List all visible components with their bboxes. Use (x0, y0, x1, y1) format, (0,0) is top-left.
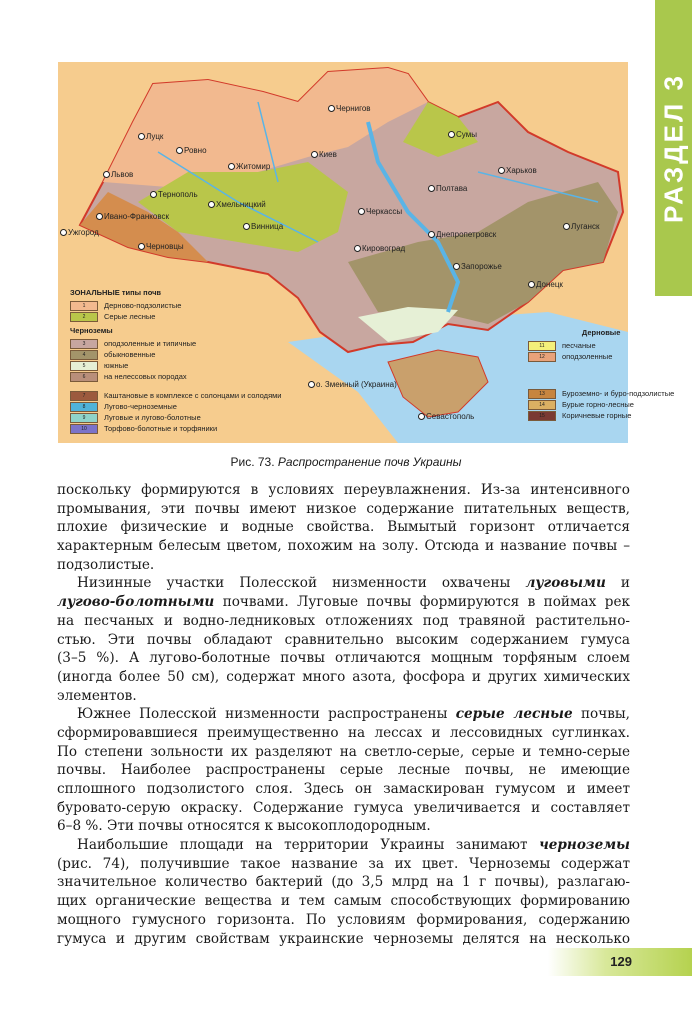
legend-item (70, 360, 281, 371)
city-label: Харьков (498, 166, 537, 176)
legend-swatch: 8 (70, 402, 98, 412)
text-segment: сформировавшиеся преимущественно на лессах и лессовидных суглинках. (57, 724, 630, 741)
legend-item (528, 410, 674, 421)
page-number: 129 (610, 954, 632, 969)
city-label: Житомир (228, 162, 270, 172)
legend-label: на нелессовых породах (104, 372, 187, 381)
section-tab (655, 0, 692, 296)
legend-item (70, 412, 281, 423)
legend-swatch: 5 (70, 361, 98, 371)
legend-azonal (528, 326, 674, 421)
legend-item (70, 338, 281, 349)
text-segment: элементов. (57, 687, 137, 704)
legend-swatch: 6 (70, 372, 98, 382)
city-label: Ужгород (60, 228, 99, 238)
text-line (57, 780, 630, 799)
text-segment: сплошного подзолистого слоя. Здесь он замаскирован гумусом и имеет (57, 781, 630, 797)
text-line (57, 799, 630, 818)
text-line (57, 724, 630, 743)
legend-item (70, 300, 281, 311)
city-label: Донецк (528, 280, 563, 290)
legend-swatch: 9 (70, 413, 98, 423)
legend-label: Бурые горно-лесные (562, 400, 634, 409)
figure-number: Рис. 73. (230, 455, 275, 469)
text-segment: плохие физические и водные свойства. Вымытый горизонт отличается (57, 519, 630, 536)
legend-label: песчаные (562, 341, 596, 350)
term-highlight: лугово-болотными (57, 594, 215, 611)
text-segment: подзолистые. (57, 556, 155, 573)
text-line (57, 836, 630, 855)
text-line (57, 500, 630, 519)
legend-item (70, 390, 281, 401)
legend-swatch: 10 (70, 424, 98, 434)
city-label: Днепропетровск (428, 230, 496, 240)
term-highlight: черноземы (539, 837, 630, 854)
legend-label: оподзоленные (562, 352, 613, 361)
city-label: Черновцы (138, 242, 184, 252)
text-line (57, 873, 630, 892)
legend-swatch: 15 (528, 411, 556, 421)
text-segment: почвами. Луговые почвы формируются в поймах рек (214, 594, 630, 611)
legend-label: Дерново-подзолистые (104, 301, 182, 310)
city-label: Тернополь (150, 190, 198, 200)
text-segment: Южнее Полесской низменности распространены (77, 706, 456, 723)
text-segment: почвы, (572, 706, 630, 723)
legend-label: Лугово-черноземные (104, 402, 177, 411)
text-segment: характерным белесым цветом, похожим на золу. Отсюда и название почвы – (57, 538, 630, 555)
figure-caption (0, 455, 692, 469)
legend-swatch: 1 (70, 301, 98, 311)
legend-swatch: 3 (70, 339, 98, 349)
text-line (57, 687, 630, 706)
legend-item (70, 423, 281, 434)
body-text (57, 481, 630, 948)
legend-zonal (70, 286, 281, 434)
city-label: Луцк (138, 132, 163, 142)
legend-item (528, 340, 674, 351)
text-line (57, 574, 630, 593)
legend-label: Коричневые горные (562, 411, 632, 420)
legend-swatch: 12 (528, 352, 556, 362)
text-line (57, 481, 630, 500)
text-line (57, 761, 630, 780)
page-footer (548, 948, 692, 976)
text-segment: 6–8 %. Эти почвы относятся к высокоплодородным. (57, 818, 431, 835)
legend-swatch: 4 (70, 350, 98, 360)
text-line (57, 612, 630, 631)
text-line (57, 537, 630, 556)
legend-label: обыкновенные (104, 350, 156, 359)
legend-item (70, 311, 281, 322)
legend-item (70, 371, 281, 382)
legend-swatch: 11 (528, 341, 556, 351)
text-segment: стью. Эти почвы обладают сравнительно высоким содержанием гумуса (57, 631, 630, 648)
text-segment: По степени зольности их разделяют на светло-серые, серые и темно-серые (57, 743, 630, 760)
legend-title: ЗОНАЛЬНЫЕ типы почв (70, 288, 162, 297)
text-segment: значительное количество бактерий (до 3,5 млрд на 1 г почвы), разлагаю- (57, 874, 630, 891)
text-segment: (иногда более 50 см), содержат много азота, фосфора и других химических (57, 668, 630, 685)
city-label: о. Змеиный (Украина) (308, 380, 397, 390)
legend-label: южные (104, 361, 129, 370)
legend-label: Серые лесные (104, 312, 156, 321)
city-label: Луганск (563, 222, 599, 232)
city-label: Полтава (428, 184, 467, 194)
city-label: Чернигов (328, 104, 371, 114)
text-line (57, 705, 630, 724)
text-segment: гумуса и другим свойствам украинские черноземы делятся на несколько (57, 930, 630, 947)
text-line (57, 668, 630, 687)
text-segment: на песчаных и водно-ледниковых отложениях под травяной растительно- (57, 612, 630, 629)
text-line (57, 855, 630, 874)
text-line (57, 556, 630, 575)
legend-label: Луговые и лугово-болотные (104, 413, 201, 422)
city-label: Винница (243, 222, 283, 232)
city-label: Ровно (176, 146, 207, 156)
city-label: Хмельницкий (208, 200, 266, 210)
legend-swatch: 7 (70, 391, 98, 401)
city-label: Киев (311, 150, 337, 160)
text-line (57, 649, 630, 668)
legend-item (528, 399, 674, 410)
text-segment: почвы. Наиболее распространены серые лесные почвы, не имеющие (57, 762, 630, 779)
text-line (57, 593, 630, 612)
figure-title: Распространение почв Украины (277, 455, 462, 469)
text-segment: щих органические вещества и тем самым способствующих формированию (57, 893, 630, 910)
text-line (57, 911, 630, 930)
city-label: Черкассы (358, 207, 402, 217)
legend-label: Буроземно- и буро-подзолистые (562, 389, 675, 398)
text-segment: (3–5 %). А лугово-болотные почвы отличаются мощным торфяным слоем (57, 650, 630, 667)
city-label: Запорожье (453, 262, 502, 272)
legend-swatch: 14 (528, 400, 556, 410)
text-segment: мощного гумусного горизонта. По условиям формирования, содержанию (57, 911, 630, 928)
legend-swatch: 13 (528, 389, 556, 399)
legend-label: Торфово-болотные и торфяники (104, 424, 218, 433)
legend-title: Дерновые (581, 328, 621, 337)
section-label: РАЗДЕЛ 3 (658, 73, 688, 223)
legend-swatch: 2 (70, 312, 98, 322)
city-label: Кировоград (354, 244, 405, 254)
city-label: Ивано-Франковск (96, 212, 169, 222)
legend-item (70, 401, 281, 412)
text-line (57, 518, 630, 537)
text-segment: Низинные участки Полесской низменности охвачены (77, 575, 526, 592)
legend-label: Каштановые в комплексе с солонцами и солодями (104, 391, 282, 400)
text-segment: промывания, эти почвы имеют низкое содержание питательных веществ, (57, 500, 630, 517)
text-line (57, 631, 630, 650)
legend-item (528, 351, 674, 362)
text-segment: поскольку формируются в условиях переувлажнения. Из-за интенсивного (57, 482, 630, 498)
legend-item (70, 349, 281, 360)
term-highlight: луговыми (525, 575, 606, 592)
legend-subtitle: Черноземы (70, 326, 113, 335)
text-segment: Наибольшие площади на территории Украины занимают (77, 837, 540, 854)
legend-item (528, 388, 674, 399)
text-line (57, 817, 630, 836)
city-label: Львов (103, 170, 133, 180)
text-segment: буровато-серую окраску. Содержание гумуса увеличивается и составляет (57, 799, 630, 816)
term-highlight: серые лесные (455, 706, 573, 723)
text-line (57, 930, 630, 949)
city-label: Севастополь (418, 412, 474, 422)
legend-label: оподзоленные и типичные (104, 339, 197, 348)
text-segment: (рис. 74), получившие такое название за их цвет. Черноземы содержат (57, 855, 630, 872)
city-label: Сумы (448, 130, 477, 140)
text-line (57, 743, 630, 762)
text-segment: и (605, 575, 630, 592)
text-line (57, 892, 630, 911)
